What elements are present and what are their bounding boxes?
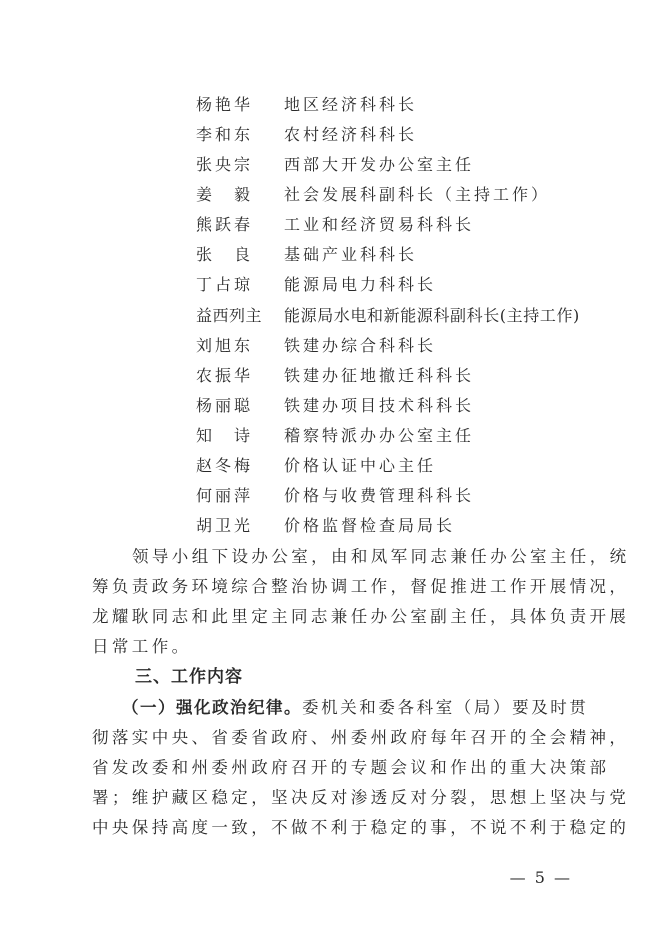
member-name: 杨艳华 <box>196 95 254 114</box>
member-duty: 能源局水电和新能源科副科长(主持工作) <box>284 306 580 325</box>
paragraph-line: 筹负责政务环境综合整治协调工作，督促推进工作开展情况， <box>92 577 630 596</box>
member-name: 李和东 <box>196 125 254 144</box>
member-duty: 社会发展科副科长（主持工作） <box>284 185 551 204</box>
member-name: 何丽萍 <box>196 486 254 505</box>
member-name: 张央宗 <box>196 155 254 174</box>
paragraph-line <box>122 693 589 723</box>
paragraph-line: 领导小组下设办公室，由和凤军同志兼任办公室主任，统 <box>132 547 630 566</box>
paragraph-line: 龙耀耿同志和此里定主同志兼任办公室副主任，具体负责开展 <box>92 607 630 626</box>
paragraph-line: 省发改委和州委州政府召开的专题会议和作出的重大决策部 <box>92 758 610 777</box>
page-number: — 5 — <box>509 868 572 887</box>
member-name: 熊跃春 <box>196 215 254 234</box>
member-duty: 能源局电力科科长 <box>284 275 437 294</box>
member-duty: 铁建办项目技术科科长 <box>284 396 475 415</box>
section-heading: 三、工作内容 <box>135 667 243 687</box>
member-duty: 铁建办征地撤迁科科长 <box>284 366 475 385</box>
item-title: （一）强化政治纪律。 <box>122 698 302 717</box>
paragraph-line: 署；维护藏区稳定，坚决反对渗透反对分裂，思想上坚决与党 <box>92 788 630 807</box>
member-name: 刘旭东 <box>196 336 254 355</box>
member-duty: 稽察特派办办公室主任 <box>284 426 475 445</box>
paragraph-line: 彻落实中央、省委省政府、州委州政府每年召开的全会精神， <box>92 728 630 747</box>
paragraph-line: 日常工作。 <box>92 637 192 656</box>
member-duty: 铁建办综合科科长 <box>284 336 437 355</box>
member-name: 农振华 <box>196 366 254 385</box>
member-duty: 价格认证中心主任 <box>284 456 437 475</box>
member-duty: 工业和经济贸易科科长 <box>284 215 475 234</box>
member-duty: 地区经济科科长 <box>284 95 418 114</box>
item-text: 委机关和委各科室（局）要及时贯 <box>302 698 589 717</box>
member-name: 赵冬梅 <box>196 456 254 475</box>
member-name: 张 良 <box>196 245 254 264</box>
member-name: 杨丽聪 <box>196 396 254 415</box>
paragraph-line: 中央保持高度一致，不做不利于稳定的事，不说不利于稳定的 <box>92 818 630 837</box>
member-duty: 农村经济科科长 <box>284 125 418 144</box>
member-duty: 西部大开发办公室主任 <box>284 155 475 174</box>
member-name: 胡卫光 <box>196 516 254 535</box>
member-name: 益西列主 <box>196 306 263 325</box>
member-name: 姜 毅 <box>196 185 254 204</box>
member-duty: 基础产业科科长 <box>284 245 418 264</box>
member-duty: 价格与收费管理科科长 <box>284 486 475 505</box>
member-duty: 价格监督检查局局长 <box>284 516 456 535</box>
member-name: 丁占琼 <box>196 275 254 294</box>
member-name: 知 诗 <box>196 426 254 445</box>
